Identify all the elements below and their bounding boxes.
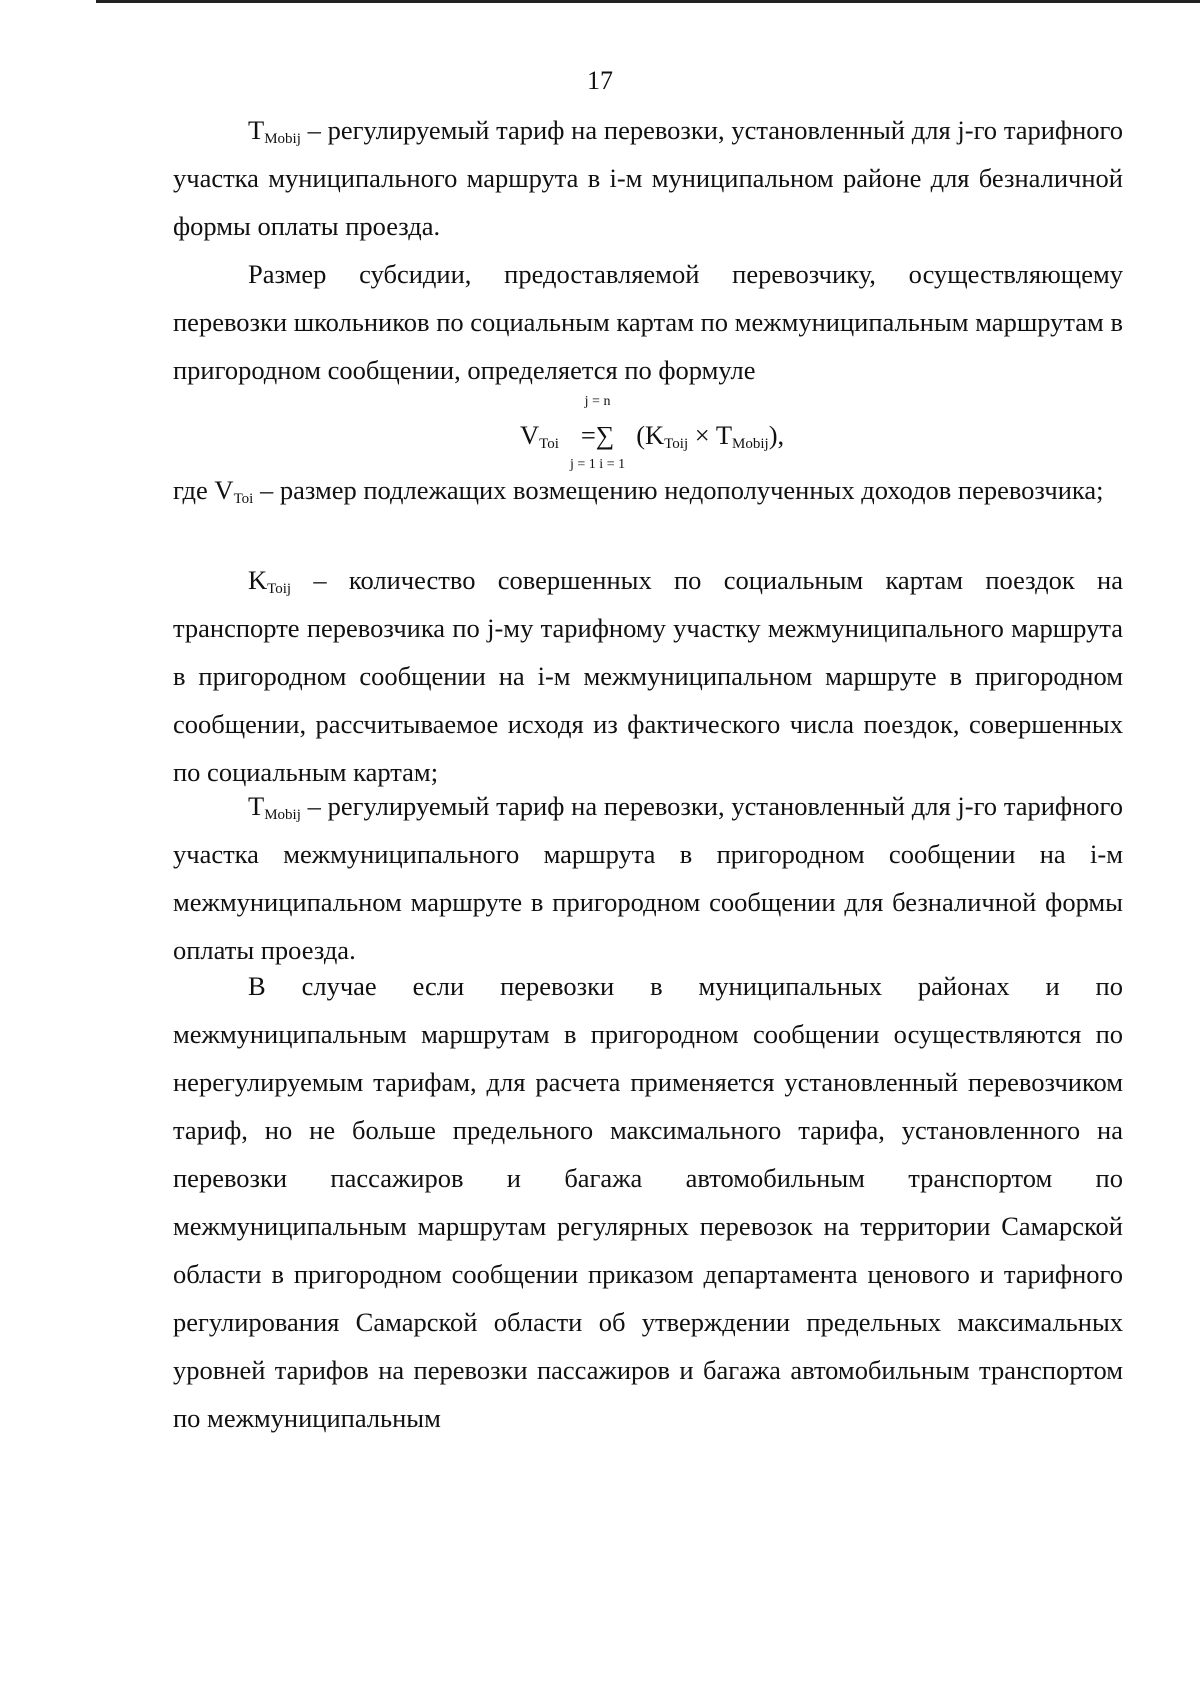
sum-lower-limit: j = 1 i = 1 (570, 457, 626, 473)
symbol-k: K (248, 565, 268, 595)
top-border-line (96, 0, 1200, 3)
formula-equals: = (580, 420, 596, 451)
symbol-t: T (248, 115, 265, 145)
paragraph-text: – размер подлежащих возмещению недополученных доходов перевозчика; (253, 475, 1104, 505)
formula-v-symbol: V (520, 420, 540, 451)
sum-upper-limit: j = n (584, 394, 611, 410)
paragraph-k-definition (173, 556, 1123, 796)
page-number: 17 (587, 66, 613, 95)
symbol-k-subscript: Toij (267, 581, 292, 597)
paragraph-tariff-municipal (173, 106, 1123, 250)
formula-t-symbol: × T (688, 420, 733, 451)
sigma-symbol: ∑ (595, 421, 615, 451)
formula-lhs (520, 420, 559, 451)
formula-rhs (636, 420, 784, 451)
paragraph-text: Размер субсидии, предоставляемой перевозчику, осуществляющему перевозки школьников по социальным картам по межмуниципальным маршрутам в пригородном сообщении, определяется по формуле (173, 259, 1123, 385)
symbol-t-subscript: Mobij (264, 807, 301, 823)
formula-k-symbol: (K (636, 420, 665, 451)
definition-lead: где V (173, 475, 234, 505)
paragraph-text: – количество совершенных по социальным картам поездок на транспорте перевозчика по j-му тарифному участку межмуниципального маршрута в пригородном сообщении на i-м межмуниципальном маршруте в пригородном сообщении, рассчитываемое исходя из фактического числа поездок, совершенных по социальным картам; (173, 565, 1123, 787)
formula-summation (568, 394, 628, 473)
paragraph-text: – регулируемый тариф на перевозки, установленный для j-го тарифного участка муниципального маршрута в i-м муниципальном районе для безналичной формы оплаты проезда. (173, 115, 1123, 241)
paragraph-text: В случае если перевозки в муниципальных районах и по межмуниципальным маршрутам в пригородном сообщении осуществляются по нерегулируемым тарифам, для расчета применяется установленный перевозчиком тариф, но не больше предельного максимального тарифа, установленного на перевозки пассажиров и багажа автомобильным транспортом по межмуниципальным маршрутам регулярных перевозок на территории Самарской области в пригородном сообщении приказом департамента ценового и тарифного регулирования Самарской области об утверждении предельных максимальных уровней тарифов на перевозки пассажиров и багажа автомобильным транспортом по межмуниципальным (173, 971, 1123, 1433)
paragraph-t-definition (173, 782, 1123, 974)
definition-lead-subscript: Toi (233, 491, 254, 507)
formula-t-subscript: Mobij (732, 436, 769, 453)
formula-k-subscript: Toij (664, 436, 689, 453)
paragraph-subsidy-intro (173, 250, 1123, 394)
paragraph-v-definition (173, 466, 1123, 514)
paragraph-unregulated-tariffs (173, 962, 1123, 1442)
formula-v-subscript: Toi (539, 436, 559, 453)
paragraph-text: – регулируемый тариф на перевозки, установленный для j-го тарифного участка межмуниципального маршрута в пригородном сообщении на i-м межмуниципальном маршруте в пригородном сообщении для безналичной формы оплаты проезда. (173, 791, 1123, 965)
symbol-t: T (248, 791, 265, 821)
symbol-t-subscript: Mobij (264, 131, 301, 147)
formula-close: ), (768, 420, 785, 451)
